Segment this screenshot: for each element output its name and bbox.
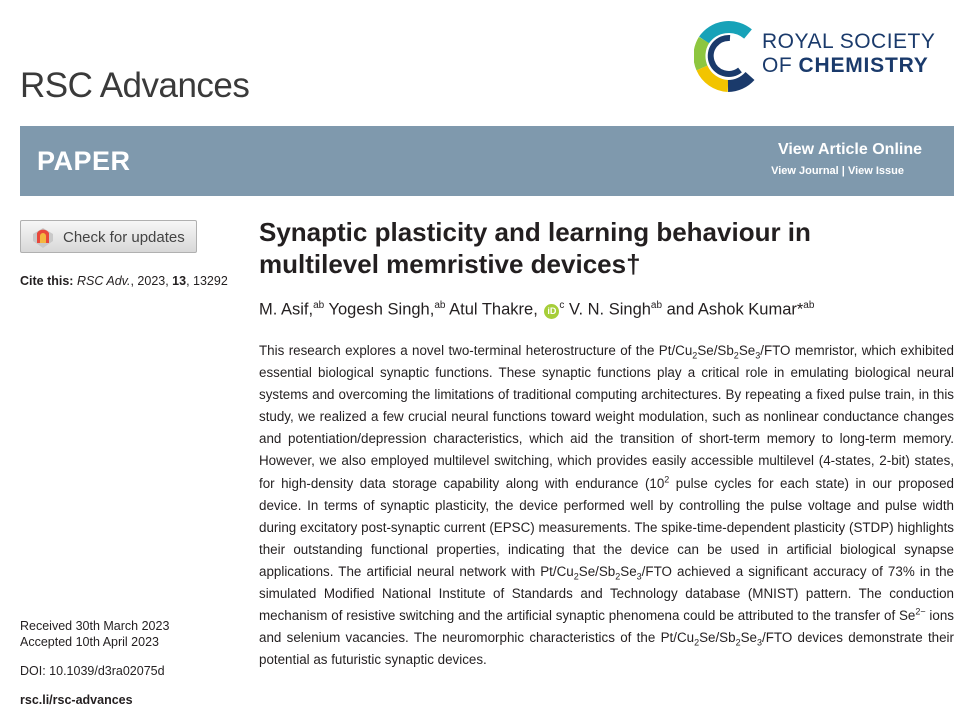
cite-volume: 13 [172, 274, 187, 288]
abstract-text: Se [620, 563, 637, 579]
orcid-icon[interactable]: iD [544, 304, 559, 319]
logo-line2-bold: CHEMISTRY [798, 54, 929, 77]
rsc-logo[interactable] [694, 18, 964, 98]
view-issue-link[interactable]: View Issue [847, 165, 904, 177]
author-affiliation: c [559, 300, 565, 311]
article-title: Synaptic plasticity and learning behaviour in multilevel memristive devices† [259, 217, 811, 279]
cite-pages: , 13292 [186, 274, 228, 288]
rsc-logo-text [762, 30, 935, 78]
subscript: 3 [755, 350, 761, 361]
subscript: 2 [694, 637, 700, 648]
abstract-text: Se/Sb [697, 343, 734, 358]
abstract-text: Se/Sb [699, 630, 736, 646]
subscript: 2 [692, 350, 698, 361]
subscript: 2 [615, 571, 621, 582]
author-affiliation: ab [434, 300, 446, 311]
article-type-banner [20, 126, 954, 196]
abstract-text: Se [738, 343, 756, 358]
abstract-text: /FTO achieved a significant accuracy of 73% in the simulated Modified National Institute of Standards and Technology database (MNIST) pattern. The conduction mechanism of resistive switching and the artificial synaptic phenomena could be attributed to the transfer of Se [259, 563, 954, 624]
received-date: Received 30th March 2023 [20, 619, 170, 633]
journal-title: RSC Advances [20, 66, 250, 105]
article-type-label: PAPER [37, 146, 131, 176]
subscript: 3 [756, 637, 762, 648]
cite-this [20, 274, 228, 288]
subscript: 2 [733, 350, 739, 361]
journal-url[interactable]: rsc.li/rsc-advances [20, 693, 133, 707]
cite-journal: RSC Adv. [76, 274, 131, 288]
author[interactable]: and Ashok Kumar* [662, 300, 804, 319]
view-links [771, 165, 904, 177]
superscript: 2 [664, 474, 670, 485]
abstract-text: /FTO devices demonstrate their potential as futuristic synaptic devices. [259, 630, 954, 668]
author[interactable]: M. Asif, [259, 300, 314, 319]
abstract-text: ions and selenium vacancies. The neuromorphic characteristics of the Pt/Cu [259, 608, 954, 646]
view-journal-link[interactable]: View Journal [771, 165, 839, 177]
doi[interactable]: DOI: 10.1039/d3ra02075d [20, 664, 165, 678]
view-article-online-link[interactable]: View Article Online [777, 141, 922, 158]
accepted-date: Accepted 10th April 2023 [20, 635, 159, 649]
abstract-text: This research explores a novel two-terminal heterostructure of the Pt/Cu [259, 343, 693, 358]
subscript: 2 [573, 571, 579, 582]
logo-line2 [762, 54, 935, 78]
cite-label: Cite this: [20, 274, 74, 288]
abstract-text: /FTO memristor, which exhibited essential biological synaptic functions. These synaptic functions play a critical role in emulating biological neural systems and overcoming the limitations of traditional computing architectures. By repeating a fixed pulse train, in this study, we realized a few crucial neural functions toward weight modulation, such as nonlinear conductance changes and potentiation/depression characteristics, which aid the transition of short-term memory to long-term memory. However, we also employed multilevel switching, which provides easily accessible multilevel (4-states, 2-bit) states, for high-density data storage capability along with endurance (10 [259, 343, 954, 491]
subscript: 3 [636, 571, 642, 582]
superscript: 2− [915, 606, 926, 617]
check-updates-label: Check for updates [63, 229, 185, 246]
logo-line1: ROYAL SOCIETY [762, 30, 936, 53]
abstract-text: Se/Sb [578, 563, 616, 579]
logo-line2-prefix: OF [762, 54, 793, 77]
check-updates-icon [31, 227, 55, 249]
view-links-separator: | [841, 165, 845, 177]
cite-year: , 2023, [130, 274, 173, 288]
author[interactable]: Atul Thakre, [445, 300, 538, 319]
author-affiliation: ab [803, 300, 815, 311]
author-affiliation: ab [650, 300, 663, 311]
author[interactable]: V. N. Singh [564, 300, 651, 319]
author[interactable]: Yogesh Singh, [324, 300, 435, 319]
check-for-updates-button[interactable] [20, 220, 197, 253]
subscript: 2 [735, 637, 741, 648]
rsc-logo-mark-icon [694, 20, 758, 92]
abstract [259, 340, 954, 671]
author-affiliation: ab [313, 300, 325, 311]
abstract-text: pulse cycles for each state) in our proposed device. In terms of synaptic plasticity, the device performed well by controlling the pulse voltage and pulse width during excitatory post-synaptic current (EPSC) measurements. The spike-time-dependent plasticity (STDP) highlights their outstanding functional properties, indicating that the device can be used in artificial biological synapse applications. The artificial neural network with Pt/Cu [259, 475, 954, 579]
author-list [259, 300, 814, 320]
abstract-text: Se [740, 630, 757, 646]
